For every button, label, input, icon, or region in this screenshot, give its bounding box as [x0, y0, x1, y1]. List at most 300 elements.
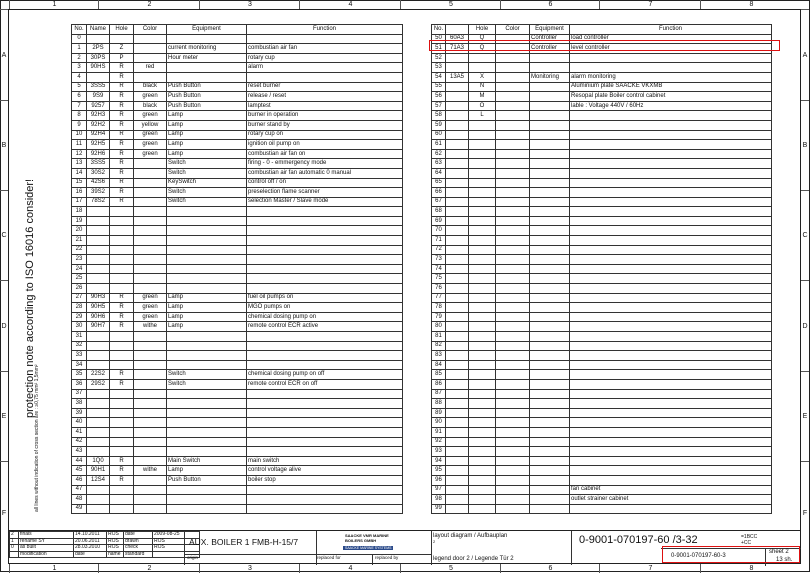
table-cell: Controller: [530, 34, 570, 44]
table-cell: [570, 130, 772, 140]
table-cell: [496, 437, 530, 447]
highlight-drawing-number: [662, 546, 800, 563]
table-row: [432, 485, 772, 495]
table-row: [432, 495, 772, 505]
revision-cell: date: [74, 551, 107, 558]
table-cell: [530, 504, 570, 514]
table-cell: Controller: [530, 44, 570, 54]
table-cell: green: [134, 111, 167, 121]
table-row: [432, 408, 772, 418]
table-cell: [496, 111, 530, 121]
table-row: [72, 92, 403, 102]
table-cell: 92: [432, 437, 446, 447]
table-cell: [469, 370, 496, 380]
table-cell: [446, 120, 469, 130]
row-marker: D: [801, 280, 809, 372]
table-cell: [446, 437, 469, 447]
table-cell: 51: [432, 44, 446, 54]
table-cell: [446, 418, 469, 428]
table-cell: [496, 332, 530, 342]
table-cell: [496, 360, 530, 370]
table-cell: 26: [72, 284, 87, 294]
table-cell: [167, 485, 247, 495]
table-cell: [134, 351, 167, 361]
table-cell: [570, 245, 772, 255]
table-cell: [570, 140, 772, 150]
table-cell: green: [134, 312, 167, 322]
table-row: [432, 466, 772, 476]
table-cell: [570, 360, 772, 370]
ref-2: +CC: [741, 540, 752, 546]
table-cell: [469, 379, 496, 389]
table-cell: 1Q0: [87, 456, 110, 466]
table-cell: [446, 312, 469, 322]
table-cell: [496, 255, 530, 265]
table-cell: [530, 485, 570, 495]
table-cell: outlet strainer cabinet: [570, 495, 772, 505]
table-cell: 4: [72, 72, 87, 82]
title-cell: [184, 531, 317, 565]
table-cell: [167, 207, 247, 217]
table-cell: L: [469, 111, 496, 121]
table-row: [432, 149, 772, 159]
revision-cell: standard: [124, 551, 153, 558]
table-cell: [247, 72, 403, 82]
table-cell: [496, 197, 530, 207]
table-cell: [570, 178, 772, 188]
column-marker: 8: [700, 564, 802, 573]
table-row: [72, 168, 403, 178]
table-cell: 46: [72, 475, 87, 485]
table-cell: 23: [72, 255, 87, 265]
table-cell: green: [134, 293, 167, 303]
table-cell: 24: [72, 264, 87, 274]
table-row: [432, 379, 772, 389]
table-cell: [496, 456, 530, 466]
revision-cell: 2: [10, 532, 19, 539]
table-cell: [247, 351, 403, 361]
table-cell: [496, 303, 530, 313]
table-cell: [167, 274, 247, 284]
table-cell: 13A5: [446, 72, 469, 82]
table-cell: [570, 284, 772, 294]
table-cell: Resopal plate Boiler control cabinet: [570, 92, 772, 102]
table-cell: [570, 274, 772, 284]
table-cell: [570, 437, 772, 447]
table-row: [72, 236, 403, 246]
table-row: [432, 312, 772, 322]
revision-cell: [10, 551, 19, 558]
table-cell: [446, 370, 469, 380]
table-cell: [570, 168, 772, 178]
table-cell: [570, 216, 772, 226]
table-cell: [496, 293, 530, 303]
table-cell: [446, 495, 469, 505]
table-cell: [469, 389, 496, 399]
table-cell: [87, 216, 110, 226]
table-row: [432, 53, 772, 63]
table-cell: [134, 399, 167, 409]
table-cell: [469, 408, 496, 418]
table-cell: [167, 264, 247, 274]
table-row: [432, 159, 772, 169]
column-marker: 3: [199, 564, 300, 573]
table-cell: [110, 207, 134, 217]
table-cell: 45: [72, 466, 87, 476]
table-row: [432, 82, 772, 92]
table-cell: [87, 245, 110, 255]
revision-cell: 14.10.2011: [74, 532, 107, 539]
table-row: [72, 332, 403, 342]
table-cell: [530, 101, 570, 111]
table-cell: [134, 226, 167, 236]
table-cell: ignition oil pump on: [247, 140, 403, 150]
revision-cell: ROS: [107, 532, 124, 539]
table-cell: [247, 264, 403, 274]
table-cell: [167, 351, 247, 361]
table-row: [72, 495, 403, 505]
table-cell: release / reset: [247, 92, 403, 102]
table-cell: firing - 0 - emmergency mode: [247, 159, 403, 169]
table-cell: R: [110, 456, 134, 466]
table-cell: green: [134, 140, 167, 150]
table-cell: [530, 284, 570, 294]
table-cell: [167, 437, 247, 447]
table-row: [432, 437, 772, 447]
subject-subtitle: legend door 2 / Legende Tür 2: [433, 556, 514, 562]
ref-1: =1BCC: [741, 534, 758, 540]
table-row: [72, 485, 403, 495]
table-cell: 7: [72, 101, 87, 111]
table-cell: [496, 168, 530, 178]
table-cell: [167, 399, 247, 409]
table-cell: [167, 495, 247, 505]
column-header: Color: [134, 25, 167, 35]
table-cell: [167, 72, 247, 82]
table-cell: 3: [72, 63, 87, 73]
table-cell: 35: [72, 370, 87, 380]
company-name: SAACKE VMR MARINE BOILERS GMBH: [345, 533, 389, 543]
table-cell: 83: [432, 351, 446, 361]
table-cell: [496, 101, 530, 111]
table-cell: [110, 274, 134, 284]
table-cell: 92H2: [87, 120, 110, 130]
table-cell: 13: [72, 159, 87, 169]
row-marker: D: [0, 280, 8, 372]
table-row: [72, 379, 403, 389]
table-cell: 60A3: [446, 34, 469, 44]
table-cell: Push Button: [167, 475, 247, 485]
revision-cell: 20.06.2011: [74, 538, 107, 545]
table-row: [72, 284, 403, 294]
table-cell: [247, 389, 403, 399]
revision-table: [9, 531, 200, 558]
table-cell: R: [110, 322, 134, 332]
table-cell: 29S2: [87, 379, 110, 389]
table-cell: [247, 226, 403, 236]
table-cell: R: [110, 149, 134, 159]
table-row: [432, 130, 772, 140]
table-cell: [446, 82, 469, 92]
table-row: [72, 159, 403, 169]
table-cell: [110, 504, 134, 514]
table-cell: [134, 427, 167, 437]
table-cell: [469, 466, 496, 476]
table-cell: [469, 120, 496, 130]
table-cell: R: [110, 188, 134, 198]
table-cell: 75: [432, 274, 446, 284]
table-cell: [530, 53, 570, 63]
revision-cell: 1: [10, 538, 19, 545]
subject-title: layout diagram / Aufbauplan: [433, 533, 508, 539]
table-cell: R: [110, 140, 134, 150]
table-cell: Lamp: [167, 111, 247, 121]
column-header: Equipment: [167, 25, 247, 35]
table-cell: [496, 245, 530, 255]
table-cell: [496, 485, 530, 495]
table-cell: [496, 504, 530, 514]
table-cell: 90H6: [87, 312, 110, 322]
column-header: Equipment: [530, 25, 570, 35]
table-cell: Aluminium plate SAACKE VKXMB: [570, 82, 772, 92]
table-cell: [570, 332, 772, 342]
table-cell: R: [110, 197, 134, 207]
table-cell: remote control ECR active: [247, 322, 403, 332]
table-cell: [247, 360, 403, 370]
table-cell: 6: [72, 92, 87, 102]
table-cell: 38: [72, 399, 87, 409]
table-cell: [247, 245, 403, 255]
table-cell: [134, 332, 167, 342]
table-cell: control voltage alive: [247, 466, 403, 476]
table-cell: preselection flame scanner: [247, 188, 403, 198]
table-cell: [134, 360, 167, 370]
table-cell: Q: [469, 44, 496, 54]
table-cell: [87, 504, 110, 514]
table-cell: Lamp: [167, 303, 247, 313]
table-cell: 3SS5: [87, 82, 110, 92]
table-cell: [469, 504, 496, 514]
table-cell: [469, 245, 496, 255]
table-cell: [530, 379, 570, 389]
table-cell: 71: [432, 236, 446, 246]
table-row: [72, 341, 403, 351]
table-row: [432, 197, 772, 207]
table-cell: [446, 475, 469, 485]
table-cell: [570, 312, 772, 322]
table-cell: [469, 475, 496, 485]
drawing-number: 0-9001-070197-60 /3-32: [579, 534, 698, 546]
table-cell: 69: [432, 216, 446, 226]
table-cell: [469, 168, 496, 178]
table-cell: Lamp: [167, 322, 247, 332]
table-cell: [530, 82, 570, 92]
drawing-title: AUX. BOILER 1 FMB-H-15/7: [189, 537, 299, 547]
table-row: [432, 341, 772, 351]
table-cell: 90H7: [87, 322, 110, 332]
table-cell: 90: [432, 418, 446, 428]
table-cell: [87, 332, 110, 342]
table-cell: R: [110, 475, 134, 485]
table-cell: [167, 34, 247, 44]
table-cell: [87, 485, 110, 495]
table-row: [432, 332, 772, 342]
table-cell: [469, 322, 496, 332]
table-row: [432, 188, 772, 198]
table-cell: 92H4: [87, 130, 110, 140]
table-row: [432, 111, 772, 121]
table-cell: 91: [432, 427, 446, 437]
table-cell: 2: [72, 53, 87, 63]
table-cell: [134, 188, 167, 198]
table-cell: [167, 360, 247, 370]
table-cell: [87, 226, 110, 236]
table-cell: [530, 447, 570, 457]
table-cell: 68: [432, 207, 446, 217]
table-cell: [446, 168, 469, 178]
table-row: [432, 370, 772, 380]
table-cell: Q: [469, 34, 496, 44]
table-cell: 36: [72, 379, 87, 389]
column-header: Name: [87, 25, 110, 35]
column-marker: 8: [700, 0, 802, 9]
table-row: [72, 245, 403, 255]
row-marker: C: [0, 190, 8, 281]
table-row: [72, 293, 403, 303]
table-cell: [570, 399, 772, 409]
table-cell: R: [110, 63, 134, 73]
table-cell: [570, 447, 772, 457]
row-marker: A: [0, 9, 8, 101]
table-cell: [87, 207, 110, 217]
table-cell: [134, 475, 167, 485]
table-cell: Push Button: [167, 82, 247, 92]
table-row: [72, 447, 403, 457]
table-cell: 9S9: [87, 92, 110, 102]
table-cell: 93: [432, 447, 446, 457]
table-cell: R: [110, 312, 134, 322]
table-cell: [496, 322, 530, 332]
table-row: [72, 466, 403, 476]
table-cell: [496, 63, 530, 73]
table-row: [72, 475, 403, 485]
table-cell: [110, 216, 134, 226]
table-cell: 90H1: [87, 466, 110, 476]
table-cell: [530, 216, 570, 226]
table-cell: [110, 485, 134, 495]
table-row: [72, 34, 403, 44]
table-cell: rotary cup on: [247, 130, 403, 140]
table-cell: [469, 207, 496, 217]
revision-cell: finals: [19, 532, 74, 539]
table-cell: [469, 437, 496, 447]
table-cell: main switch: [247, 456, 403, 466]
table-cell: [110, 226, 134, 236]
table-row: [432, 120, 772, 130]
column-marker: 1: [9, 564, 99, 573]
table-cell: 43: [72, 447, 87, 457]
table-cell: [87, 341, 110, 351]
company-sub: SAACKE MARINE SYSTEMS: [345, 546, 392, 550]
table-cell: [530, 312, 570, 322]
table-row: [72, 72, 403, 82]
table-cell: control off / on: [247, 178, 403, 188]
table-cell: 89: [432, 408, 446, 418]
table-row: [72, 389, 403, 399]
table-cell: [446, 379, 469, 389]
table-cell: fuel oil pumps on: [247, 293, 403, 303]
table-cell: [469, 216, 496, 226]
column-marker: 6: [500, 0, 600, 9]
table-row: [432, 245, 772, 255]
table-cell: R: [110, 466, 134, 476]
table-row: [72, 226, 403, 236]
table-cell: R: [110, 72, 134, 82]
column-header: [446, 25, 469, 35]
table-cell: [530, 226, 570, 236]
table-row: [72, 120, 403, 130]
table-cell: [496, 236, 530, 246]
table-cell: 29: [72, 312, 87, 322]
table-cell: 11: [72, 140, 87, 150]
table-cell: [167, 427, 247, 437]
table-cell: 78: [432, 303, 446, 313]
table-cell: [134, 178, 167, 188]
table-row: [432, 351, 772, 361]
table-cell: [446, 408, 469, 418]
revision-cell: drawn: [124, 538, 153, 545]
column-header: Function: [570, 25, 772, 35]
table-cell: Lamp: [167, 149, 247, 159]
table-cell: [570, 63, 772, 73]
table-cell: [496, 466, 530, 476]
table-row: [72, 418, 403, 428]
table-cell: 3SS5: [87, 159, 110, 169]
table-cell: [110, 447, 134, 457]
table-cell: [570, 379, 772, 389]
table-cell: [110, 418, 134, 428]
table-cell: [469, 159, 496, 169]
table-cell: combustian air fan: [247, 44, 403, 54]
column-marker: 1: [9, 0, 99, 9]
table-cell: 22: [72, 245, 87, 255]
table-cell: [446, 130, 469, 140]
table-cell: [570, 456, 772, 466]
table-row: [432, 447, 772, 457]
table-cell: [496, 379, 530, 389]
table-cell: [469, 495, 496, 505]
replaced-by: replaced by: [373, 554, 431, 565]
table-cell: [570, 264, 772, 274]
table-cell: [496, 207, 530, 217]
table-cell: [496, 82, 530, 92]
column-marker: 7: [599, 0, 701, 9]
table-cell: reset burner: [247, 82, 403, 92]
table-cell: 62: [432, 149, 446, 159]
table-cell: 50: [432, 34, 446, 44]
table-cell: [110, 399, 134, 409]
table-cell: 79: [432, 312, 446, 322]
table-cell: [530, 149, 570, 159]
table-cell: [134, 379, 167, 389]
table-cell: [530, 92, 570, 102]
table-row: [432, 63, 772, 73]
table-cell: [446, 111, 469, 121]
table-cell: [247, 207, 403, 217]
table-cell: [570, 111, 772, 121]
table-cell: [110, 245, 134, 255]
table-cell: [469, 197, 496, 207]
